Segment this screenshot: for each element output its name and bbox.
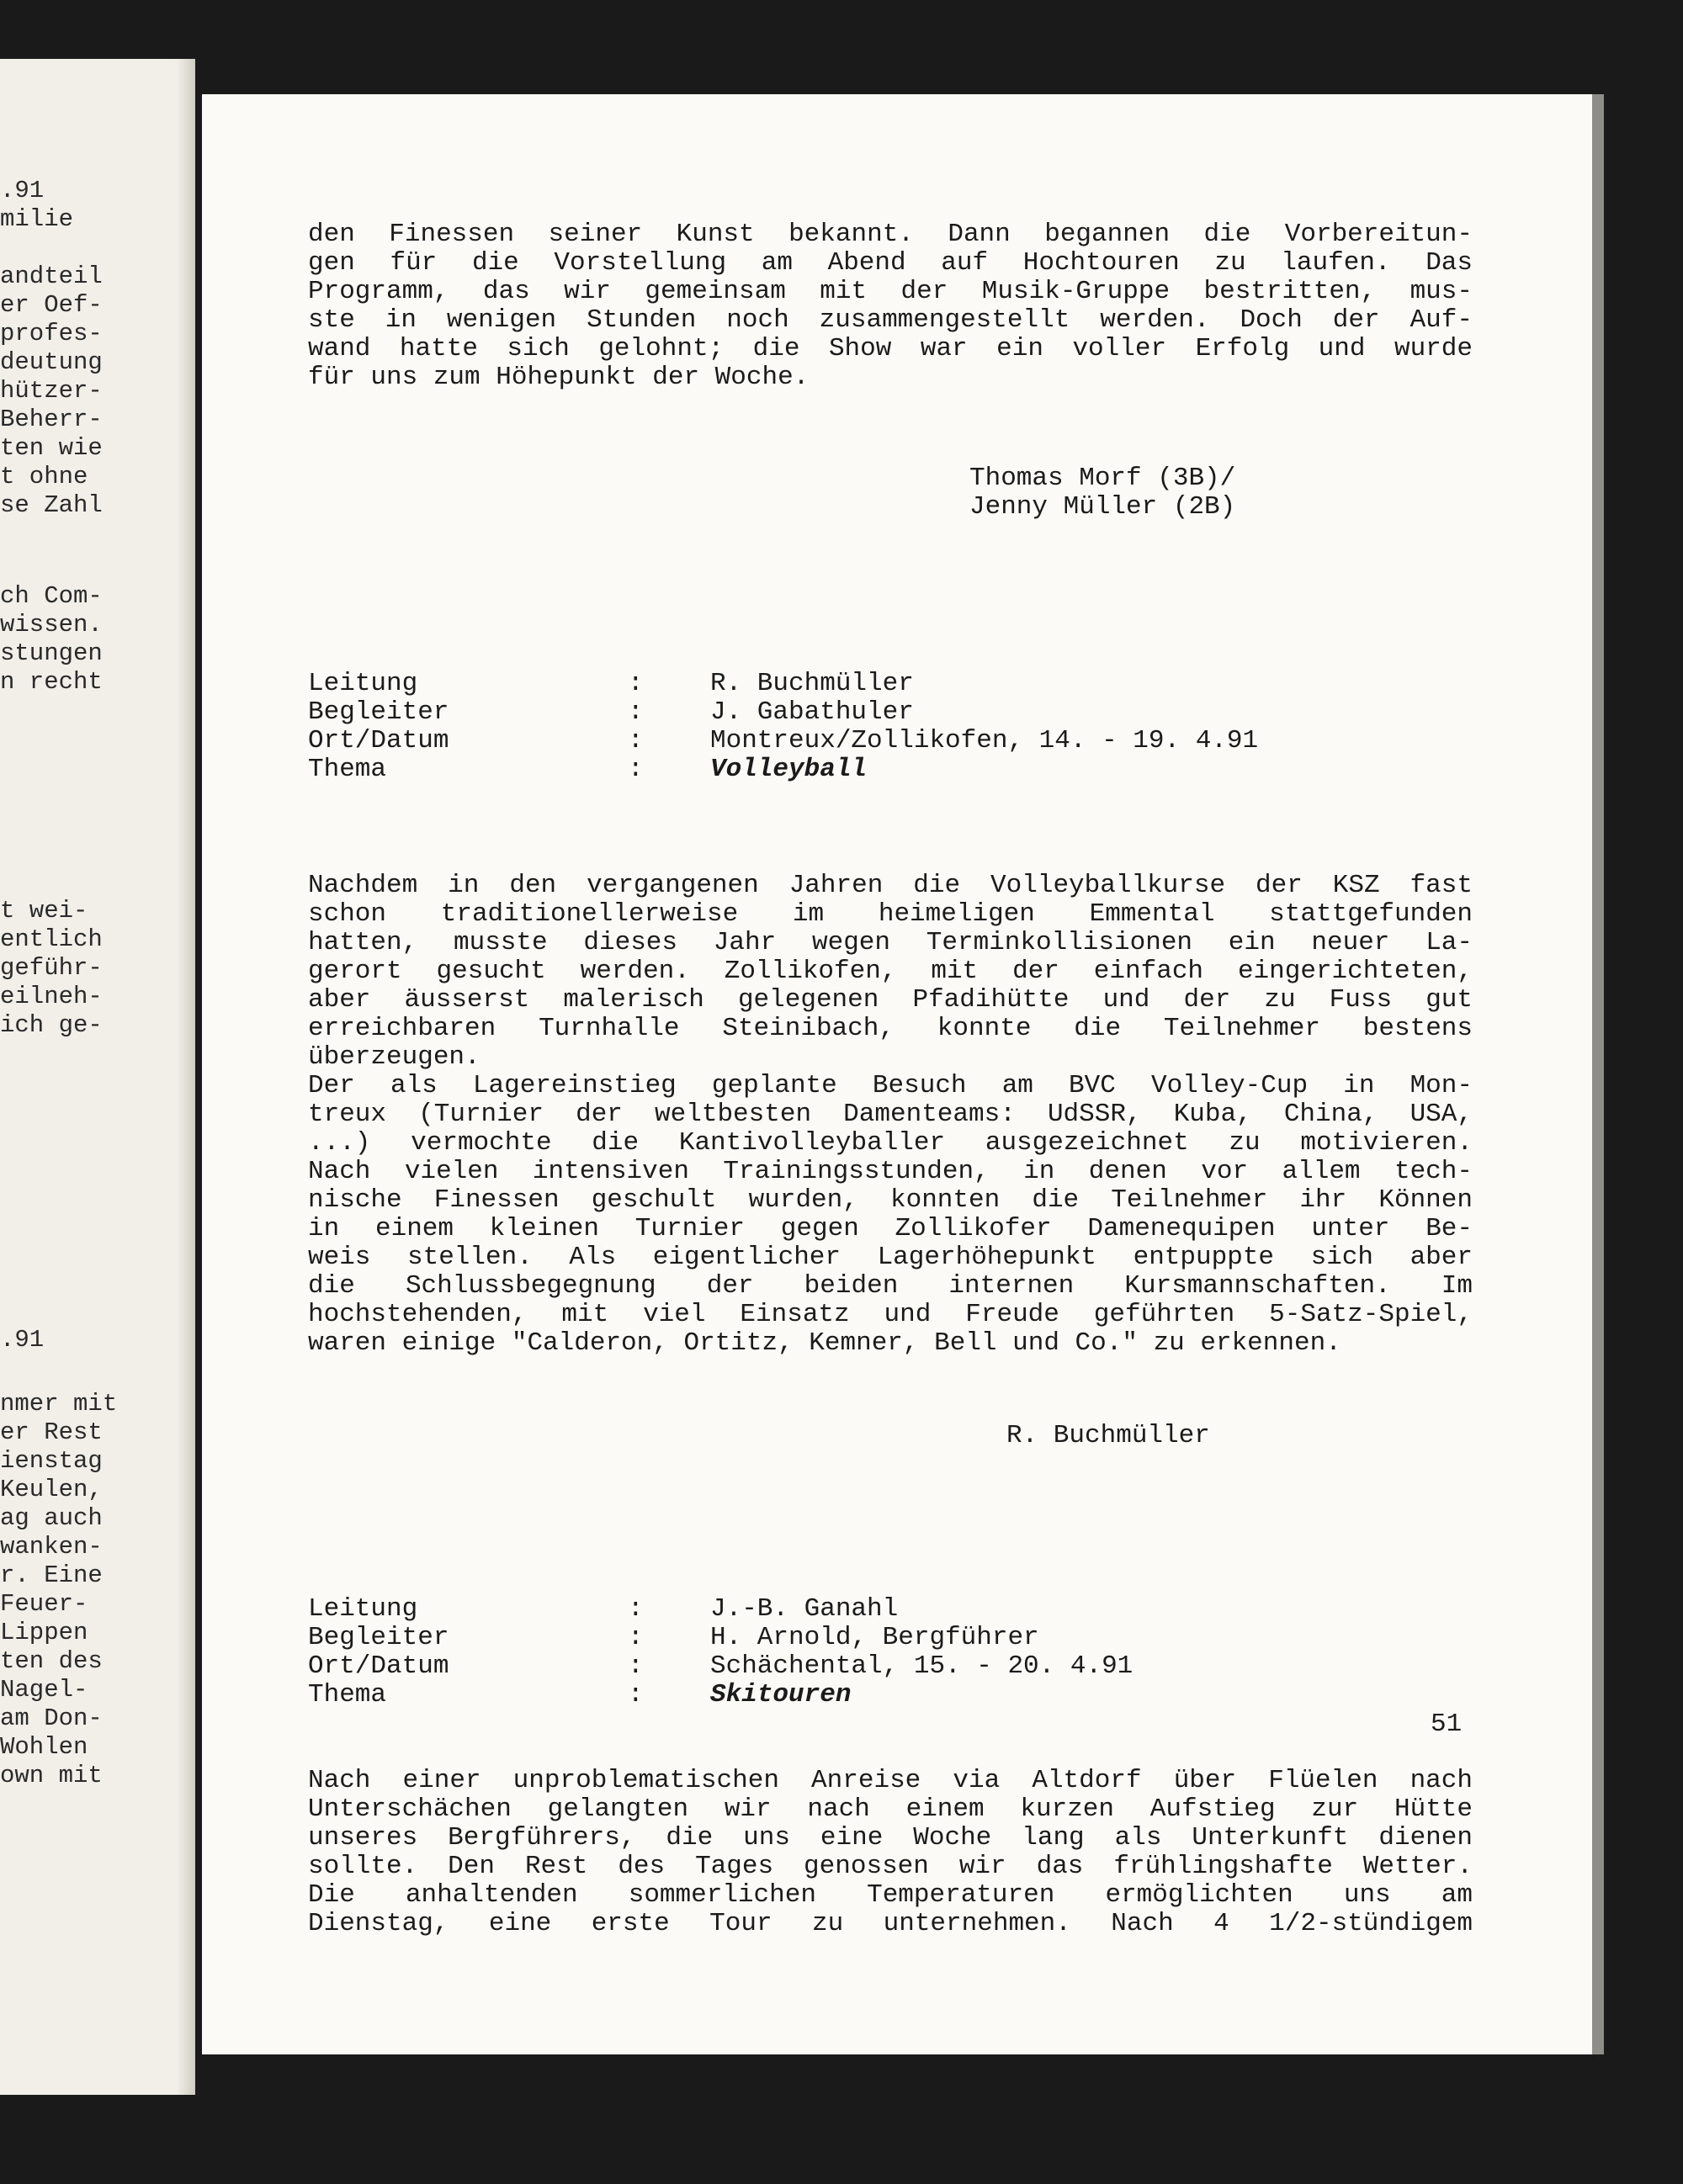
book-gutter-shadow <box>177 59 195 2095</box>
left-page-text-fragment: eilneh- <box>0 983 103 1010</box>
left-page-text-fragment: geführ- <box>0 954 103 982</box>
text-line: Unterschächen gelangten wir nach einem kurzen Aufstieg zur Hütte <box>308 1795 1473 1824</box>
meta-row-leitung <box>308 670 1473 698</box>
left-page-text-fragment: Beherr- <box>0 406 103 433</box>
left-page-text-fragment: t ohne <box>0 463 88 490</box>
text-line: erreichbaren Turnhalle Steinibach, konnte die Teilnehmer bestens <box>308 1015 1473 1043</box>
meta-value: Volleyball <box>710 755 868 784</box>
signature-author-2: Jenny Müller (2B) <box>969 492 1236 522</box>
left-page-text-fragment: deutung <box>0 348 103 376</box>
meta-label: Thema <box>308 755 387 784</box>
intro-paragraph <box>308 220 1473 392</box>
text-line: wand hatte sich gelohnt; die Show war ein voller Erfolg und wurde <box>308 335 1473 363</box>
meta-value: Montreux/Zollikofen, 14. - 19. 4.91 <box>710 726 1259 755</box>
text-line: Programm, das wir gemeinsam mit der Musik-Gruppe bestritten, mus- <box>308 278 1473 306</box>
left-page-text-fragment: Lippen <box>0 1619 88 1646</box>
meta-label: Ort/Datum <box>308 726 449 755</box>
meta-colon: : <box>628 726 644 755</box>
meta-row-ort-datum <box>308 1652 1473 1681</box>
text-line: den Finessen seiner Kunst bekannt. Dann begannen die Vorbereitun- <box>308 220 1473 249</box>
text-line: nische Finessen geschult wurden, konnten die Teilnehmer ihr Können <box>308 1186 1473 1215</box>
left-page-text-fragment: ag auch <box>0 1504 103 1532</box>
text-line: Die anhaltenden sommerlichen Temperaturen ermöglichten uns am <box>308 1881 1473 1910</box>
left-page-text-fragment: entlich <box>0 925 103 953</box>
left-page-text-fragment: own mit <box>0 1762 103 1789</box>
left-page-text-fragment: am Don- <box>0 1704 103 1732</box>
text-line: gerort gesucht werden. Zollikofen, mit der einfach eingerichteten, <box>308 957 1473 986</box>
meta-label: Ort/Datum <box>308 1651 449 1681</box>
left-facing-page <box>0 59 195 2095</box>
left-page-text-fragment: Feuer- <box>0 1590 88 1618</box>
left-page-text-fragment: hützer- <box>0 377 103 405</box>
left-page-text-fragment: er Oef- <box>0 291 103 319</box>
text-line: Nachdem in den vergangenen Jahren die Volleyballkurse der KSZ fast <box>308 872 1473 900</box>
skitouren-paragraph <box>308 1767 1473 1938</box>
left-page-text-fragment: ich ge- <box>0 1011 103 1039</box>
text-line: ste in wenigen Stunden noch zusammengestellt werden. Doch der Auf- <box>308 306 1473 335</box>
signature-author-1: Thomas Morf (3B)/ <box>969 464 1236 493</box>
left-page-text-fragment: .91 <box>0 177 45 204</box>
left-page-text-fragment: Nagel- <box>0 1676 88 1704</box>
meta-row-thema <box>308 755 1473 784</box>
meta-value: H. Arnold, Bergführer <box>710 1623 1039 1652</box>
meta-value: Schächental, 15. - 20. 4.91 <box>710 1651 1134 1681</box>
page-edge <box>1592 94 1604 2054</box>
text-line: hochstehenden, mit viel Einsatz und Freude geführten 5-Satz-Spiel, <box>308 1301 1473 1329</box>
text-line: ...) vermochte die Kantivolleyballer ausgezeichnet zu motivieren. <box>308 1129 1473 1158</box>
left-page-text-fragment: ch Com- <box>0 582 103 610</box>
volleyball-signature: R. Buchmüller <box>1006 1421 1210 1450</box>
meta-colon: : <box>628 1623 644 1652</box>
text-line-last: für uns zum Höhepunkt der Woche. <box>308 363 810 392</box>
meta-value: J.-B. Ganahl <box>710 1594 899 1624</box>
volleyball-paragraph <box>308 872 1473 1358</box>
text-line: schon traditionellerweise im heimeligen Emmental stattgefunden <box>308 900 1473 929</box>
text-line: weis stellen. Als eigentlicher Lagerhöhepunkt entpuppte sich aber <box>308 1243 1473 1272</box>
meta-colon: : <box>628 1651 644 1681</box>
text-line: Nach vielen intensiven Trainingsstunden, in denen vor allem tech- <box>308 1158 1473 1186</box>
text-line: unseres Bergführers, die uns eine Woche lang als Unterkunft dienen <box>308 1824 1473 1853</box>
text-line: Dienstag, eine erste Tour zu unternehmen. Nach 4 1/2-stündigem <box>308 1910 1473 1938</box>
meta-value: Skitouren <box>710 1680 852 1710</box>
left-page-text-fragment: nmer mit <box>0 1390 118 1418</box>
text-line: sollte. Den Rest des Tages genossen wir das frühlingshafte Wetter. <box>308 1853 1473 1881</box>
left-page-text-fragment: wanken- <box>0 1533 103 1561</box>
left-page-text-fragment: .91 <box>0 1326 45 1354</box>
meta-value: R. Buchmüller <box>710 669 914 698</box>
left-page-text-fragment: ten des <box>0 1647 103 1675</box>
left-page-text-fragment: se Zahl <box>0 491 103 519</box>
text-line: waren einige "Calderon, Ortitz, Kemner, Bell und Co." zu erkennen. <box>308 1328 1341 1358</box>
text-line: treux (Turnier der weltbesten Damenteams: UdSSR, Kuba, China, USA, <box>308 1100 1473 1129</box>
meta-row-thema <box>308 1681 1473 1710</box>
left-page-text-fragment: milie <box>0 205 74 233</box>
page-number: 51 <box>1431 1710 1463 1739</box>
meta-colon: : <box>628 1680 644 1710</box>
left-page-text-fragment: profes- <box>0 320 103 347</box>
left-page-text-fragment: r. Eine <box>0 1561 103 1589</box>
text-line: gen für die Vorstellung am Abend auf Hochtouren zu laufen. Das <box>308 249 1473 278</box>
left-page-text-fragment: ienstag <box>0 1447 103 1475</box>
meta-colon: : <box>628 697 644 727</box>
left-page-text-fragment: t wei- <box>0 897 88 925</box>
meta-label: Begleiter <box>308 1623 449 1652</box>
meta-row-leitung <box>308 1595 1473 1624</box>
meta-value: J. Gabathuler <box>710 697 914 727</box>
meta-row-ort-datum <box>308 727 1473 755</box>
left-page-text-fragment: Wohlen <box>0 1733 88 1761</box>
left-page-text-fragment: andteil <box>0 262 103 290</box>
left-page-text-fragment: ten wie <box>0 434 103 462</box>
meta-label: Begleiter <box>308 697 449 727</box>
left-page-text-fragment: Keulen, <box>0 1476 103 1503</box>
text-line: Der als Lagereinstieg geplante Besuch am BVC Volley-Cup in Mon- <box>308 1072 1473 1100</box>
left-page-text-fragment: stungen <box>0 639 103 667</box>
meta-label: Leitung <box>308 669 418 698</box>
text-line: aber äusserst malerisch gelegenen Pfadihütte und der zu Fuss gut <box>308 986 1473 1015</box>
text-line: in einem kleinen Turnier gegen Zollikofer Damenequipen unter Be- <box>308 1215 1473 1243</box>
meta-label: Thema <box>308 1680 387 1710</box>
meta-row-begleiter <box>308 1624 1473 1652</box>
text-line: hatten, musste dieses Jahr wegen Terminkollisionen ein neuer La- <box>308 929 1473 957</box>
left-page-text-fragment: n recht <box>0 668 103 696</box>
text-line: die Schlussbegegnung der beiden internen Kursmannschaften. Im <box>308 1272 1473 1301</box>
meta-row-begleiter <box>308 698 1473 727</box>
meta-colon: : <box>628 669 644 698</box>
meta-colon: : <box>628 755 644 784</box>
left-page-text-fragment: er Rest <box>0 1418 103 1446</box>
meta-colon: : <box>628 1594 644 1624</box>
meta-label: Leitung <box>308 1594 418 1624</box>
text-line: Nach einer unproblematischen Anreise via Altdorf über Flüelen nach <box>308 1767 1473 1795</box>
text-line-last: überzeugen. <box>308 1042 480 1072</box>
left-page-text-fragment: wissen. <box>0 611 103 639</box>
